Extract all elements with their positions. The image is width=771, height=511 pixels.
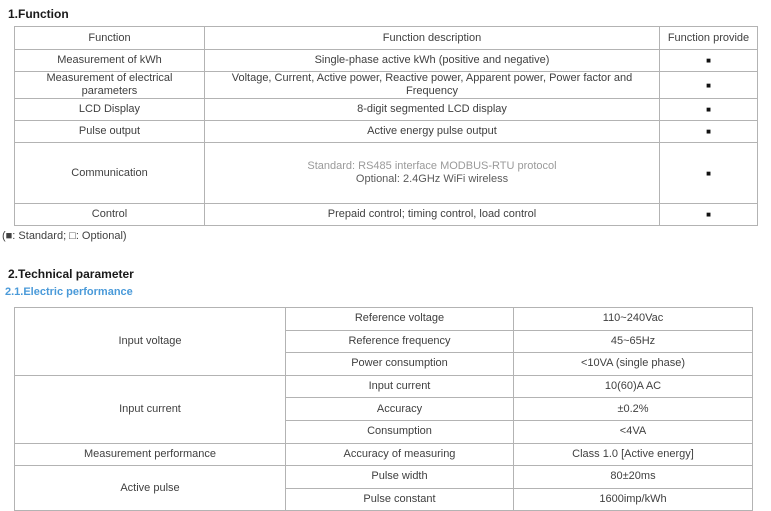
parameter-value-cell: 80±20ms bbox=[514, 466, 753, 489]
parameter-name-cell: Accuracy of measuring bbox=[286, 443, 514, 466]
function-name-cell: Pulse output bbox=[15, 121, 205, 143]
provide-marker: ■ bbox=[660, 50, 758, 72]
parameter-name-cell: Pulse width bbox=[286, 466, 514, 489]
function-provide-column-header: Function provide bbox=[660, 27, 758, 50]
function-description-cell: 8-digit segmented LCD display bbox=[205, 99, 660, 121]
technical-table-row bbox=[15, 443, 753, 466]
parameter-group-cell: Active pulse bbox=[15, 466, 286, 511]
description-line: Optional: 2.4GHz WiFi wireless bbox=[355, 173, 509, 185]
provide-marker: ■ bbox=[660, 143, 758, 204]
function-name-cell: Measurement of kWh bbox=[15, 50, 205, 72]
technical-table-row bbox=[15, 466, 753, 489]
parameter-value-cell: <4VA bbox=[514, 420, 753, 443]
parameter-name-cell: Reference frequency bbox=[286, 330, 514, 353]
function-table bbox=[14, 26, 758, 226]
provide-marker: ■ bbox=[660, 99, 758, 121]
section-1-title: 1.Function bbox=[8, 7, 69, 21]
parameter-value-cell: 45~65Hz bbox=[514, 330, 753, 353]
function-table-row bbox=[15, 99, 758, 121]
parameter-value-cell: Class 1.0 [Active energy] bbox=[514, 443, 753, 466]
function-table-row bbox=[15, 143, 758, 204]
parameter-value-cell: ±0.2% bbox=[514, 398, 753, 421]
description-line: Standard: RS485 interface MODBUS-RTU protocol bbox=[307, 160, 557, 172]
technical-table bbox=[14, 307, 753, 511]
section-2-title: 2.Technical parameter bbox=[8, 267, 134, 281]
function-description-cell: Voltage, Current, Active power, Reactive power, Apparent power, Power factor and Frequency bbox=[205, 72, 660, 99]
parameter-value-cell: 10(60)A AC bbox=[514, 375, 753, 398]
function-table-row bbox=[15, 204, 758, 226]
legend-note: (■: Standard; □: Optional) bbox=[2, 230, 127, 242]
parameter-name-cell: Pulse constant bbox=[286, 488, 514, 511]
function-name-cell: Communication bbox=[15, 143, 205, 204]
function-description-cell bbox=[205, 143, 660, 204]
parameter-name-cell: Input current bbox=[286, 375, 514, 398]
provide-marker: ■ bbox=[660, 121, 758, 143]
function-table-row bbox=[15, 121, 758, 143]
section-2-1-subtitle: 2.1.Electric performance bbox=[5, 286, 133, 298]
function-description-cell: Active energy pulse output bbox=[205, 121, 660, 143]
technical-table-row bbox=[15, 375, 753, 398]
function-name-cell: LCD Display bbox=[15, 99, 205, 121]
parameter-name-cell: Reference voltage bbox=[286, 308, 514, 331]
provide-marker: ■ bbox=[660, 72, 758, 99]
function-table-row bbox=[15, 50, 758, 72]
provide-marker: ■ bbox=[660, 204, 758, 226]
function-description-cell: Single-phase active kWh (positive and negative) bbox=[205, 50, 660, 72]
function-description-cell: Prepaid control; timing control, load control bbox=[205, 204, 660, 226]
parameter-group-cell: Input current bbox=[15, 375, 286, 443]
function-table-row bbox=[15, 72, 758, 99]
parameter-value-cell: 1600imp/kWh bbox=[514, 488, 753, 511]
parameter-name-cell: Accuracy bbox=[286, 398, 514, 421]
function-description-column-header: Function description bbox=[205, 27, 660, 50]
function-name-cell: Control bbox=[15, 204, 205, 226]
technical-table-row bbox=[15, 308, 753, 331]
parameter-group-cell: Input voltage bbox=[15, 308, 286, 376]
function-name-cell: Measurement of electrical parameters bbox=[15, 72, 205, 99]
parameter-name-cell: Consumption bbox=[286, 420, 514, 443]
function-column-header: Function bbox=[15, 27, 205, 50]
parameter-group-cell: Measurement performance bbox=[15, 443, 286, 466]
parameter-value-cell: <10VA (single phase) bbox=[514, 353, 753, 376]
function-table-header-row bbox=[15, 27, 758, 50]
parameter-name-cell: Power consumption bbox=[286, 353, 514, 376]
parameter-value-cell: 110~240Vac bbox=[514, 308, 753, 331]
